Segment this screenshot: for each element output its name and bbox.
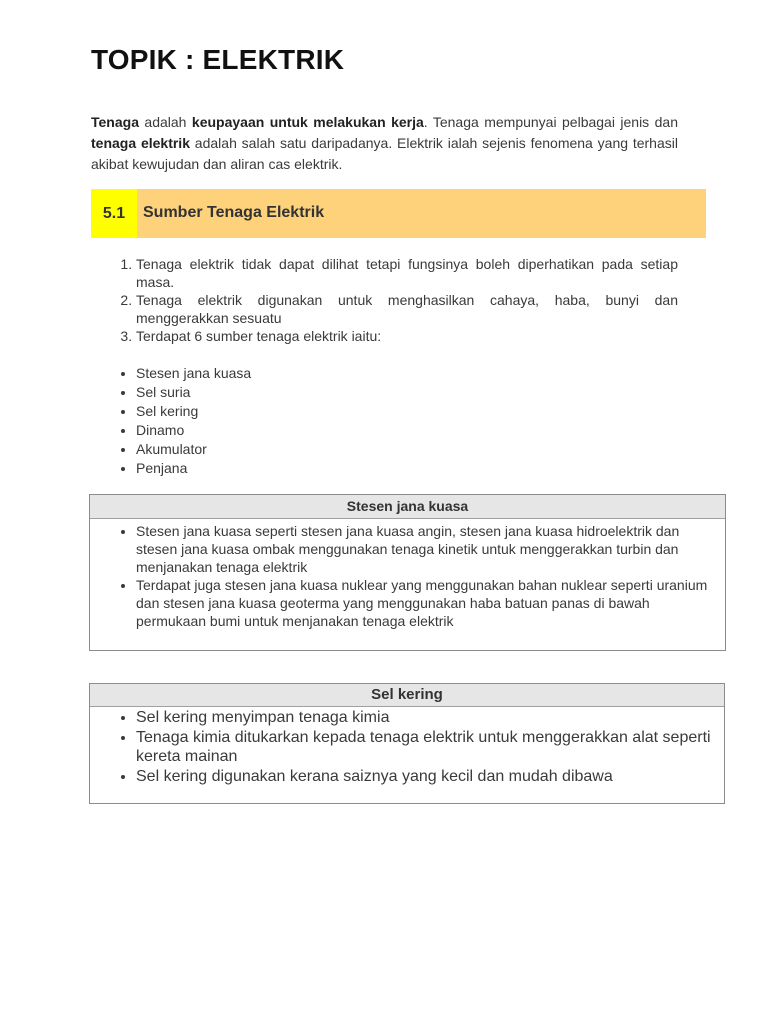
energy-source-item: • Dinamo xyxy=(136,421,251,440)
numbered-list xyxy=(91,255,678,345)
section-title: Sumber Tenaga Elektrik xyxy=(143,204,325,221)
stesen-jana-kuasa-box xyxy=(89,494,726,651)
section-header xyxy=(91,189,706,238)
intro-text-1: adalah xyxy=(138,114,192,130)
box-list-stesen xyxy=(90,519,725,630)
numbered-item: 3. Terdapat 6 sumber tenaga elektrik iaitu: xyxy=(136,327,678,345)
list-item: • Tenaga kimia ditukarkan kepada tenaga elektrik untuk menggerakkan alat seperti kereta mainan xyxy=(136,728,712,767)
numbered-item: 1. Tenaga elektrik tidak dapat dilihat tetapi fungsinya boleh diperhatikan pada setiap masa. xyxy=(136,255,678,291)
box-header-stesen: Stesen jana kuasa xyxy=(90,495,725,519)
box-header-sel-kering: Sel kering xyxy=(90,684,724,707)
intro-text-3: adalah salah satu daripadanya. Elektrik ialah sejenis fenomena yang terhasil akibat kewujudan dan aliran cas elektrik. xyxy=(91,135,678,172)
intro-term-tenaga: Tenaga xyxy=(91,114,139,130)
energy-source-item: • Sel suria xyxy=(136,383,251,402)
intro-term-tenaga-elektrik: tenaga elektrik xyxy=(91,135,190,151)
list-item: • Terdapat juga stesen jana kuasa nuklear yang menggunakan bahan nuklear seperti uranium dan stesen jana kuasa geoterma yang menggunakan haba batuan panas di bawah permukaan bumi untuk menjanakan tenaga elektrik xyxy=(136,576,713,630)
section-number: 5.1 xyxy=(91,189,137,238)
page-title: TOPIK : ELEKTRIK xyxy=(91,44,345,75)
energy-source-item: • Stesen jana kuasa xyxy=(136,364,251,383)
intro-definition: keupayaan untuk melakukan kerja xyxy=(191,114,424,130)
energy-source-item: • Penjana xyxy=(136,459,251,478)
energy-source-item: • Akumulator xyxy=(136,440,251,459)
list-item: • Sel kering digunakan kerana saiznya yang kecil dan mudah dibawa xyxy=(136,767,712,787)
energy-source-item: • Sel kering xyxy=(136,402,251,421)
intro-text-2: . Tenaga mempunyai pelbagai jenis dan xyxy=(423,114,678,130)
list-item: • Stesen jana kuasa seperti stesen jana kuasa angin, stesen jana kuasa hidroelektrik dan stesen jana kuasa ombak menggunakan tenaga kinetik untuk menggerakkan turbin dan menjanakan tenaga elektrik xyxy=(136,522,713,576)
energy-sources-list xyxy=(91,364,251,478)
intro-paragraph xyxy=(91,112,678,175)
sel-kering-box xyxy=(89,683,725,804)
box-list-sel-kering xyxy=(90,707,724,786)
list-item: • Sel kering menyimpan tenaga kimia xyxy=(136,708,712,728)
numbered-item: 2. Tenaga elektrik digunakan untuk menghasilkan cahaya, haba, bunyi dan menggerakkan sesuatu xyxy=(136,291,678,327)
